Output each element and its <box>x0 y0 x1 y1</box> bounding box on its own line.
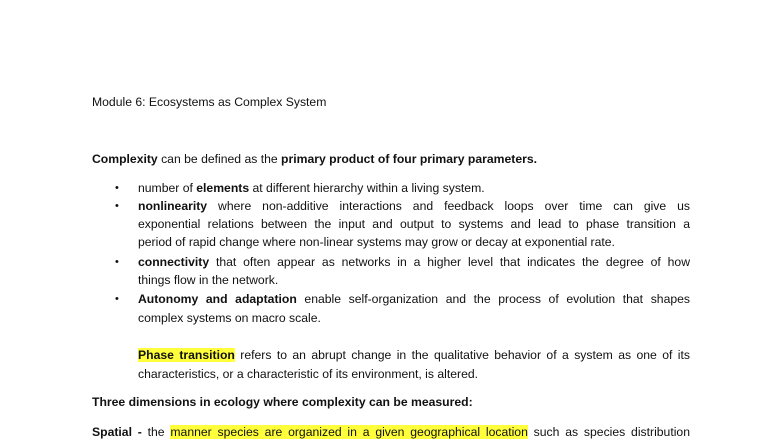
bullet-term: connectivity <box>138 255 210 269</box>
bullet-text: that often appear as networks in a higher level that indicates the degree of how <box>209 255 690 269</box>
bullet-marker: • <box>115 293 119 305</box>
module-title: Module 6: Ecosystems as Complex System <box>92 95 327 109</box>
bullet-text: number of <box>138 181 197 195</box>
bullet-text: at different hierarchy within a living system. <box>249 181 485 195</box>
bullet-term: nonlinearity <box>138 199 208 213</box>
spatial-post: such as species distribution <box>527 425 690 439</box>
complexity-intro <box>92 150 537 168</box>
bullet-nonlinearity <box>138 197 690 215</box>
bullet-nonlinearity-line3: period of rapid change where non-linear systems may grow or decay at exponential rate. <box>138 235 615 249</box>
phase-text: refers to an abrupt change in the qualitative behavior of a system as one of its <box>234 348 690 362</box>
intro-text: can be defined as the <box>157 152 282 166</box>
spatial-highlight: manner species are organized in a given geographical location <box>170 425 528 439</box>
spatial-pre: the <box>147 425 171 439</box>
phase-transition-line2: characteristics, or a characteristic of its environment, is altered. <box>138 367 479 381</box>
dimensions-heading: Three dimensions in ecology where complexity can be measured: <box>92 395 473 409</box>
bullet-elements <box>138 179 485 197</box>
bullet-connectivity <box>138 253 690 271</box>
phase-transition-term: Phase transition <box>138 348 235 362</box>
bullet-marker: • <box>115 182 119 194</box>
spatial-term: Spatial - <box>92 425 148 439</box>
bullet-text: where non-additive interactions and feedback loops over time can give us <box>207 199 690 213</box>
bullet-term: Autonomy and adaptation <box>138 292 297 306</box>
bullet-autonomy-line2: complex systems on macro scale. <box>138 311 321 325</box>
bullet-autonomy <box>138 290 690 308</box>
bullet-nonlinearity-line2: exponential relations between the input and output to systems and lead to phase transition a <box>138 217 690 231</box>
bullet-term: elements <box>196 181 250 195</box>
spatial-paragraph <box>92 423 690 441</box>
bullet-marker: • <box>115 200 119 212</box>
bullet-connectivity-line2: things flow in the network. <box>138 273 279 287</box>
bullet-text: enable self-organization and the process of evolution that shapes <box>296 292 690 306</box>
complexity-term: Complexity <box>92 152 158 166</box>
phase-transition-paragraph <box>138 346 690 364</box>
intro-bold-tail: primary product of four primary parameters. <box>281 152 538 166</box>
bullet-marker: • <box>115 256 119 268</box>
